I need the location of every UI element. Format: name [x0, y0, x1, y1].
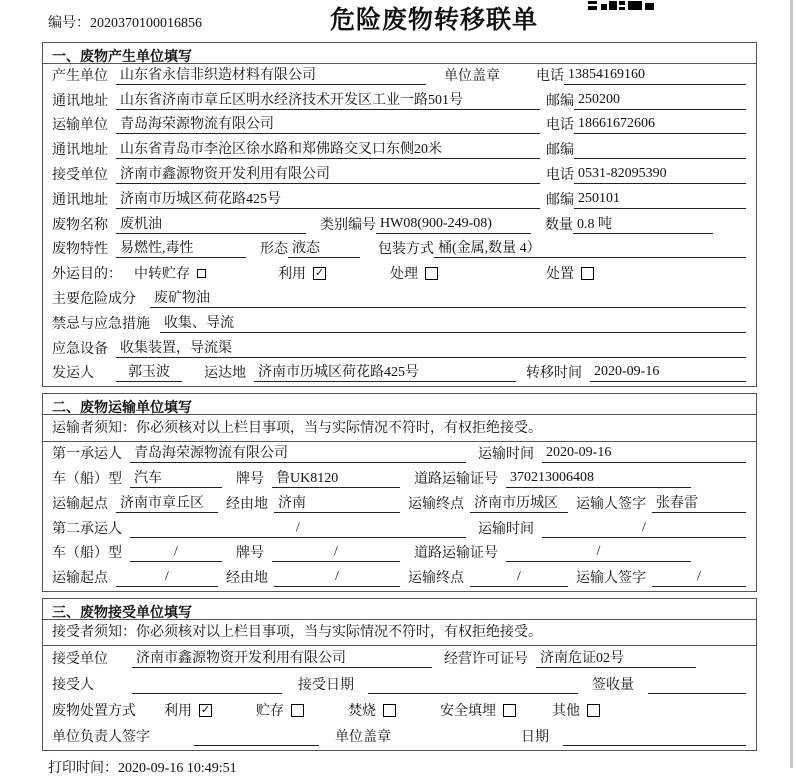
form-label: 形态 — [260, 242, 288, 258]
other-checkbox — [587, 704, 600, 717]
hazard-label: 主要危险成分 — [52, 291, 136, 307]
section-generator — [42, 42, 757, 387]
shipper-value: 郭玉波 — [116, 361, 182, 382]
row-transfer-purpose — [43, 262, 756, 287]
doc-number-value: 2020370100016856 — [90, 16, 202, 31]
transport-time-label: 运输时间 — [478, 521, 534, 537]
route-via-label: 经由地 — [226, 496, 268, 512]
license-label: 经营许可证号 — [444, 652, 528, 668]
row-shipper — [43, 362, 756, 387]
generator-phone: 13854169160 — [564, 67, 746, 85]
first-transport-time: 2020-09-16 — [542, 445, 746, 463]
row-receiver-address — [43, 188, 756, 213]
doc-number-label: 编号： — [48, 16, 90, 31]
packing-value: 桶(金属,数量 4） — [434, 237, 746, 258]
option-dispose — [546, 263, 594, 283]
option-transfer-storage-label: 中转贮存 — [134, 267, 190, 283]
section-receiver — [42, 598, 757, 751]
receiver-address: 济南市历城区荷花路425号 — [116, 188, 540, 209]
waste-name-value: 废机油 — [116, 213, 306, 234]
date-value — [563, 728, 746, 746]
category-code: HW08(900-249-08) — [376, 216, 531, 234]
phone-label: 电话 — [546, 118, 574, 134]
generator-zip: 250200 — [574, 92, 746, 110]
option-utilize-label: 利用 — [278, 267, 306, 283]
plate-label: 牌号 — [236, 471, 264, 487]
equipment-label: 应急设备 — [52, 341, 108, 357]
phone-label: 电话 — [546, 167, 574, 183]
date-label: 日期 — [521, 730, 549, 746]
waste-property-label: 废物特性 — [52, 242, 108, 258]
receiver-notice-text: 你必须核对以上栏目事项，当与实际情况不符时，有权拒绝接受。 — [136, 625, 542, 641]
plate-label: 牌号 — [236, 546, 264, 562]
carrier-sign-label: 运输人签字 — [576, 496, 646, 512]
second-route-via: / — [274, 569, 400, 587]
second-vehicle-type: / — [130, 544, 222, 562]
zip-label: 邮编 — [546, 192, 574, 208]
second-carrier-value: / — [130, 520, 466, 538]
row-generator-address — [43, 89, 756, 114]
equipment-value: 收集装置，导流渠 — [116, 337, 746, 358]
transfer-time-value: 2020-09-16 — [590, 364, 746, 382]
first-plate-number: 鲁UK8120 — [272, 467, 400, 488]
road-permit-label: 道路运输证号 — [414, 546, 498, 562]
unit-seal-label: 单位盖章 — [335, 730, 391, 746]
category-label: 类别编号 — [320, 217, 376, 233]
receiver-zip: 250101 — [574, 191, 746, 209]
row-disposal-method — [43, 698, 756, 724]
destination-value: 济南市历城区荷花路425号 — [254, 361, 516, 382]
option-landfill — [440, 700, 516, 720]
taboo-label: 禁忌与应急措施 — [52, 316, 150, 332]
section-transporter-title: 二、废物运输单位填写 — [43, 394, 756, 415]
form-value: 液态 — [288, 237, 360, 258]
page-edge-divider — [790, 0, 793, 768]
packing-label: 包装方式 — [378, 242, 434, 258]
row-first-carrier — [43, 442, 756, 467]
first-route-via: 济南 — [274, 492, 400, 513]
option-use — [164, 700, 212, 720]
waste-property-value: 易燃性,毒性 — [116, 237, 246, 258]
transporter-value: 青岛海荣源物流有限公司 — [116, 113, 540, 134]
shipper-label: 发运人 — [52, 366, 94, 382]
first-carrier-value: 青岛海荣源物流有限公司 — [130, 442, 466, 463]
row-transport-address — [43, 138, 756, 163]
option-transfer-storage — [134, 263, 206, 283]
row-receiver-notice — [43, 620, 756, 646]
receiver-value: 济南市鑫源物资开发利用有限公司 — [116, 163, 540, 184]
second-route-start: / — [116, 569, 218, 587]
row-receiving-unit — [43, 646, 756, 672]
destination-label: 运达地 — [204, 366, 246, 382]
second-transport-time: / — [542, 520, 746, 538]
print-time-value: 2020-09-16 10:49:51 — [118, 761, 237, 777]
receiver-label: 接受单位 — [52, 167, 108, 183]
generator-value: 山东省永信非织造材料有限公司 — [116, 64, 426, 85]
row-second-route — [43, 566, 756, 591]
seal-label: 单位盖章 — [444, 68, 500, 84]
row-emergency-equipment — [43, 337, 756, 362]
row-first-route — [43, 492, 756, 517]
second-route-end: / — [470, 569, 568, 587]
receiver-phone: 0531-82095390 — [574, 166, 746, 184]
row-responsible-signature — [43, 724, 756, 750]
store-checkbox — [291, 704, 304, 717]
option-use-label: 利用 — [164, 704, 192, 720]
signed-quantity-label: 签收量 — [592, 678, 634, 694]
route-end-label: 运输终点 — [408, 571, 464, 587]
row-transport-unit — [43, 114, 756, 139]
option-landfill-label: 安全填埋 — [440, 704, 496, 720]
vehicle-type-label: 车（船）型 — [52, 471, 122, 487]
dispose-checkbox — [581, 267, 594, 280]
utilize-checkbox: ✓ — [314, 266, 325, 279]
signed-quantity-value — [648, 676, 746, 694]
route-start-label: 运输起点 — [52, 571, 108, 587]
responsible-sign-label: 单位负责人签字 — [52, 730, 150, 746]
use-checkbox: ✓ — [200, 703, 211, 716]
second-plate-number: / — [272, 544, 400, 562]
receive-date-label: 接受日期 — [298, 678, 354, 694]
taboo-value: 收集、导流 — [160, 312, 746, 333]
qr-code-icon — [588, 0, 654, 10]
row-second-vehicle — [43, 542, 756, 567]
transfer-time-label: 转移时间 — [526, 366, 582, 382]
receiver-notice-label: 接受者须知： — [52, 625, 136, 641]
route-via-label: 经由地 — [226, 571, 268, 587]
row-waste-name — [43, 213, 756, 238]
route-end-label: 运输终点 — [408, 496, 464, 512]
section-receiver-title: 三、废物接受单位填写 — [43, 599, 756, 620]
section-generator-title: 一、废物产生单位填写 — [43, 43, 756, 64]
option-store-label: 贮存 — [256, 704, 284, 720]
print-time — [48, 757, 796, 777]
zip-label: 邮编 — [546, 93, 574, 109]
vehicle-type-label: 车（船）型 — [52, 546, 122, 562]
first-road-permit: 370213006408 — [506, 470, 691, 488]
carrier-sign-label: 运输人签字 — [576, 571, 646, 587]
generator-address: 山东省济南市章丘区明水经济技术开发区工业一路501号 — [116, 89, 540, 110]
receiver-person-value — [132, 676, 282, 694]
transporter-notice-label: 运输者须知： — [52, 421, 136, 437]
phone-label: 电话 — [536, 68, 564, 84]
generator-label: 产生单位 — [52, 68, 108, 84]
row-second-carrier — [43, 517, 756, 542]
option-burn — [348, 700, 396, 720]
route-start-label: 运输起点 — [52, 496, 108, 512]
first-carrier-label: 第一承运人 — [52, 447, 122, 463]
burn-checkbox — [383, 704, 396, 717]
option-treat — [390, 263, 438, 283]
second-carrier-label: 第二承运人 — [52, 521, 122, 537]
first-vehicle-type: 汽车 — [130, 467, 222, 488]
second-carrier-signature: / — [652, 569, 746, 587]
quantity-label: 数量 — [545, 217, 573, 233]
address-label: 通讯地址 — [52, 143, 108, 159]
waste-name-label: 废物名称 — [52, 217, 108, 233]
landfill-checkbox — [503, 704, 516, 717]
quantity-value: 0.8 吨 — [573, 213, 713, 234]
transporter-label: 运输单位 — [52, 118, 108, 134]
first-route-start: 济南市章丘区 — [116, 492, 218, 513]
row-receiver-unit — [43, 163, 756, 188]
transporter-zip — [574, 141, 746, 159]
page-title: 危险废物转移联单 — [330, 7, 539, 34]
option-burn-label: 焚烧 — [348, 704, 376, 720]
receiver-person-label: 接受人 — [52, 678, 94, 694]
treat-checkbox — [425, 267, 438, 280]
transporter-address: 山东省青岛市李沧区徐水路和郑佛路交叉口东侧20米 — [116, 138, 540, 159]
option-treat-label: 处理 — [390, 267, 418, 283]
second-road-permit: / — [506, 544, 691, 562]
receiving-unit-label: 接受单位 — [52, 652, 108, 668]
row-receiving-person — [43, 672, 756, 698]
address-label: 通讯地址 — [52, 93, 108, 109]
transport-time-label: 运输时间 — [478, 447, 534, 463]
first-route-end: 济南市历城区 — [470, 492, 568, 513]
first-carrier-signature: 张春雷 — [652, 492, 746, 513]
row-first-vehicle — [43, 467, 756, 492]
transporter-phone: 18661672606 — [574, 116, 746, 134]
receiving-unit-value: 济南市鑫源物资开发利用有限公司 — [132, 647, 432, 668]
section-transporter — [42, 393, 757, 592]
address-label: 通讯地址 — [52, 192, 108, 208]
option-utilize — [278, 263, 326, 283]
receive-date-value — [368, 676, 578, 694]
transporter-notice-text: 你必须核对以上栏目事项，当与实际情况不符时，有权拒绝接受。 — [136, 421, 542, 437]
row-generator-unit — [43, 64, 756, 89]
responsible-sign-value — [194, 728, 319, 746]
road-permit-label: 道路运输证号 — [414, 471, 498, 487]
print-time-label: 打印时间： — [48, 761, 118, 777]
hazard-value: 废矿物油 — [150, 287, 746, 308]
zip-label: 邮编 — [546, 143, 574, 159]
document-header — [0, 0, 796, 42]
option-dispose-label: 处置 — [546, 267, 574, 283]
option-other — [552, 700, 600, 720]
row-taboo-measures — [43, 312, 756, 337]
doc-number — [48, 12, 202, 32]
option-other-label: 其他 — [552, 704, 580, 720]
row-hazard-component — [43, 287, 756, 312]
transfer-storage-checkbox — [197, 269, 206, 278]
row-waste-property — [43, 238, 756, 263]
purpose-label: 外运目的： — [52, 267, 122, 283]
license-value: 济南危证02号 — [536, 647, 696, 668]
row-transporter-notice — [43, 415, 756, 442]
disposal-label: 废物处置方式 — [52, 704, 136, 720]
option-store — [256, 700, 304, 720]
